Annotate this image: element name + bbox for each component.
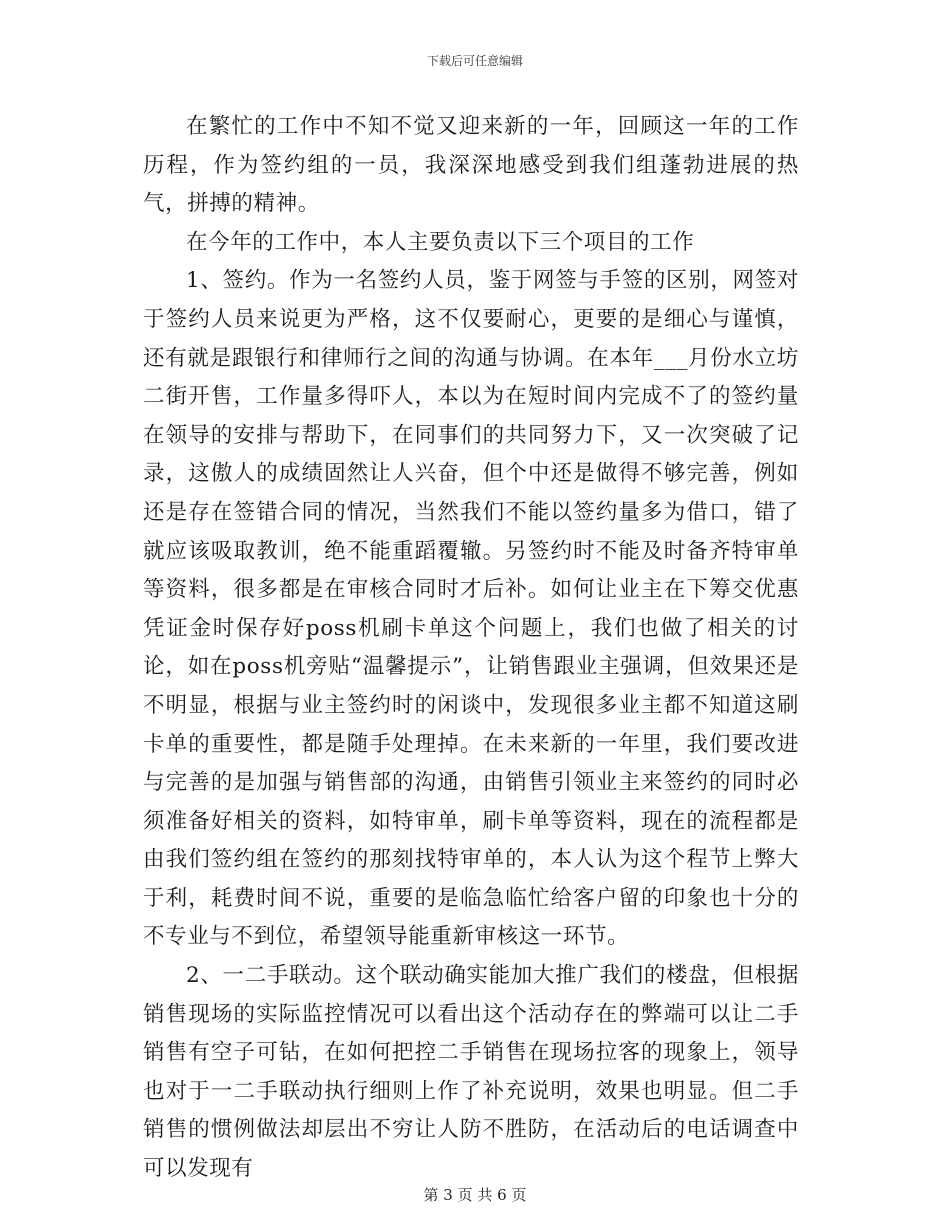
paragraph-intro: 在繁忙的工作中不知不觉又迎来新的一年，回顾这一年的工作历程，作为签约组的一员，我深深地感受到我们组蓬勃进展的热气，拼搏的精神。	[143, 114, 799, 217]
paragraph-signing: 1、签约。作为一名签约人员，鉴于网签与手签的区别，网签对于签约人员来说更为严格，这不仅要耐心，更要的是细心与谨慎，还有就是跟银行和律师行之间的沟通与协调。在本年___月份水立坊二街开售，工作量多得吓人，本以为在短时间内完成不了的签约量在领导的安排与帮助下，在同事们的共同努力下，又一次突破了记录，这傲人的成绩固然让人兴奋，但个中还是做得不够完善，例如还是存在签错合同的情况，当然我们不能以签约量多为借口，错了就应该吸取教训，绝不能重蹈覆辙。另签约时不能及时备齐特审单等资料，很多都是在审核合同时才后补。如何让业主在下筹交优惠凭证金时保存好poss机刷卡单这个问题上，我们也做了相关的讨论，如在poss机旁贴“温馨提示”，让销售跟业主强调，但效果还是不明显，根据与业主签约时的闲谈中，发现很多业主都不知道这刷卡单的重要性，都是随手处理掉。在未来新的一年里，我们要改进与完善的是加强与销售部的沟通，由销售引领业主来签约的同时必须准备好相关的资料，如特审单，刷卡单等资料，现在的流程都是由我们签约组在签约的那刻找特审单的，本人认为这个程节上弊大于利，耗费时间不说，重要的是临急临忙给客户留的印象也十分的不专业与不到位，希望领导能重新审核这一环节。	[143, 268, 799, 950]
paragraph-linkage: 2、一二手联动。这个联动确实能加大推广我们的楼盘，但根据销售现场的实际监控情况可以看出这个活动存在的弊端可以让二手销售有空子可钻，在如何把控二手销售在现场拉客的现象上，领导也对于一二手联动执行细则上作了补充说明，效果也明显。但二手销售的惯例做法却层出不穷让人防不胜防，在活动后的电话调查中可以发现有	[143, 963, 799, 1182]
page-header: 下载后可任意编辑	[426, 54, 523, 68]
paragraph-responsibilities: 在今年的工作中，本人主要负责以下三个项目的工作	[186, 229, 695, 255]
document-body	[143, 108, 799, 1189]
page-number-footer: 第 3 页 共 6 页	[423, 1186, 527, 1204]
